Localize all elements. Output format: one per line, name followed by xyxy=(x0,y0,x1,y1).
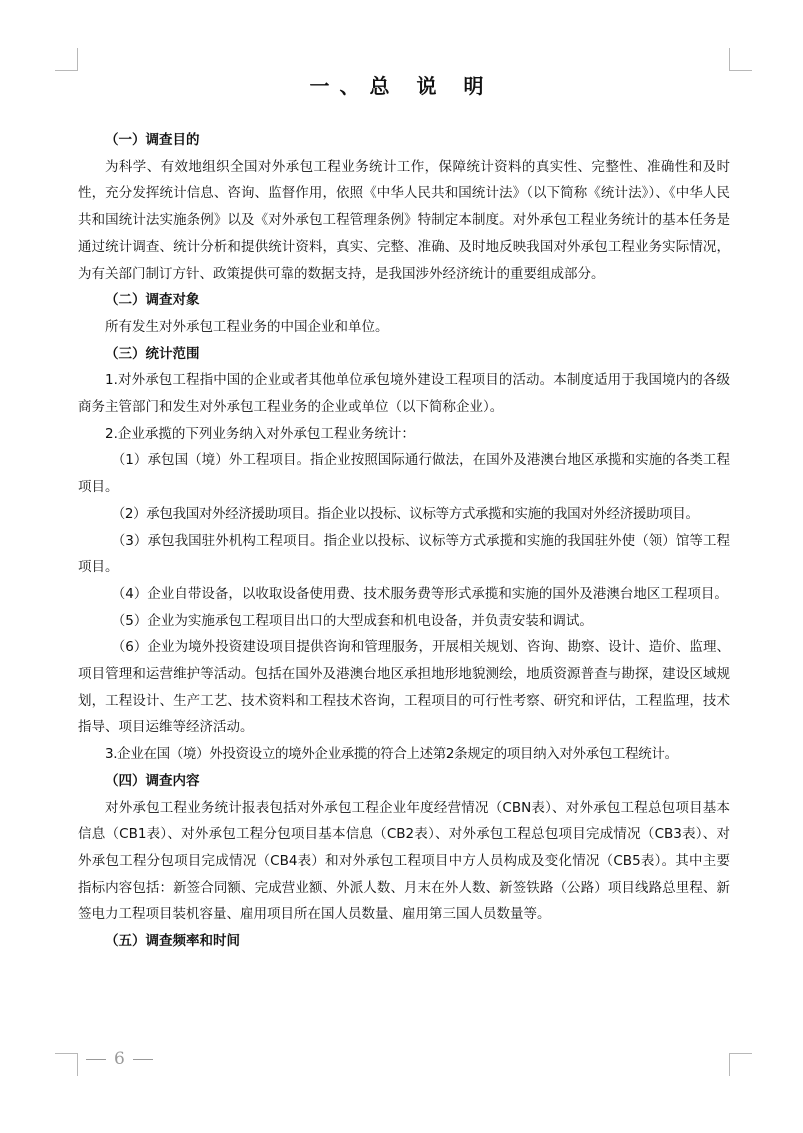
footer-dash-left xyxy=(86,1059,106,1060)
list-item-scope-2: （2）承包我国对外经济援助项目。指企业以投标、议标等方式承揽和实施的我国对外经济援助项目。 xyxy=(111,505,699,522)
crop-mark-bottom-left xyxy=(55,1053,78,1076)
section-heading-content: （四）调查内容 xyxy=(105,772,200,789)
paragraph-scope-2: 2.企业承揽的下列业务纳入对外承包工程业务统计： xyxy=(105,425,415,442)
footer-dash-right xyxy=(133,1059,153,1060)
crop-mark-bottom-right xyxy=(729,1053,752,1076)
list-item-scope-3: （3）承包我国驻外机构工程项目。指企业以投标、议标等方式承揽和实施的我国驻外使（领）馆等工程项目。 xyxy=(78,532,730,576)
crop-mark-top-left xyxy=(55,48,78,71)
paragraph-content: 对外承包工程业务统计报表包括对外承包工程企业年度经营情况（CBN表）、对外承包工程总包项目基本信息（CB1表）、对外承包工程分包项目基本信息（CB2表）、对外承包工程总包项目完成情况（CB3表）、对外承包工程分包项目完成情况（CB4表）和对外承包工程项目中方人员构成及变化情况（CB5表）。其中主要指标内容包括：新签合同额、完成营业额、外派人数、月末在外人数、新签铁路（公路）项目线路总里程、新签电力工程项目装机容量、雇用项目所在国人员数量、雇用第三国人员数量等。 xyxy=(78,799,730,923)
list-item-scope-6: （6）企业为境外投资建设项目提供咨询和管理服务，开展相关规划、咨询、勘察、设计、造价、监理、项目管理和运营维护等活动。包括在国外及港澳台地区承担地形地貌测绘，地质资源普查与勘探，建设区域规划，工程设计、生产工艺、技术资料和工程技术咨询，工程项目的可行性考察、研究和评估，工程监理，技术指导、项目运维等经济活动。 xyxy=(78,639,730,736)
crop-mark-top-right xyxy=(729,48,752,71)
paragraph-purpose: 为科学、有效地组织全国对外承包工程业务统计工作，保障统计资料的真实性、完整性、准确性和及时性，充分发挥统计信息、咨询、监督作用，依照《中华人民共和国统计法》（以下简称《统计法》）、《中华人民共和国统计法实施条例》以及《对外承包工程管理条例》特制定本制度。对外承包工程业务统计的基本任务是通过统计调查、统计分析和提供统计资料，真实、完整、准确、及时地反映我国对外承包工程业务实际情况，为有关部门制订方针、政策提供可靠的数据支持，是我国涉外经济统计的重要组成部分。 xyxy=(78,158,730,282)
list-item-scope-5: （5）企业为实施承包工程项目出口的大型成套和机电设备，并负责安装和调试。 xyxy=(111,612,593,629)
section-heading-subjects: （二）调查对象 xyxy=(105,292,200,309)
section-heading-frequency: （五）调查频率和时间 xyxy=(105,933,240,950)
paragraph-scope-3: 3.企业在国（境）外投资设立的境外企业承揽的符合上述第2条规定的项目纳入对外承包工程统计。 xyxy=(105,746,678,763)
document-body xyxy=(78,127,730,955)
page-number-footer xyxy=(78,1045,161,1073)
list-item-scope-1: （1）承包国（境）外工程项目。指企业按照国际通行做法，在国外及港澳台地区承揽和实施的各类工程项目。 xyxy=(78,452,730,496)
section-heading-scope: （三）统计范围 xyxy=(105,345,200,362)
paragraph-scope-1: 1.对外承包工程指中国的企业或者其他单位承包境外建设工程项目的活动。本制度适用于我国境内的各级商务主管部门和发生对外承包工程业务的企业或单位（以下简称企业）。 xyxy=(78,372,730,416)
section-heading-purpose: （一）调查目的 xyxy=(105,132,200,148)
list-item-scope-4: （4）企业自带设备，以收取设备使用费、技术服务费等形式承揽和实施的国外及港澳台地区工程项目。 xyxy=(111,585,728,602)
page-title: 一、总 说 明 xyxy=(309,74,494,98)
paragraph-subjects: 所有发生对外承包工程业务的中国企业和单位。 xyxy=(105,318,389,335)
page-number: 6 xyxy=(114,1049,125,1069)
